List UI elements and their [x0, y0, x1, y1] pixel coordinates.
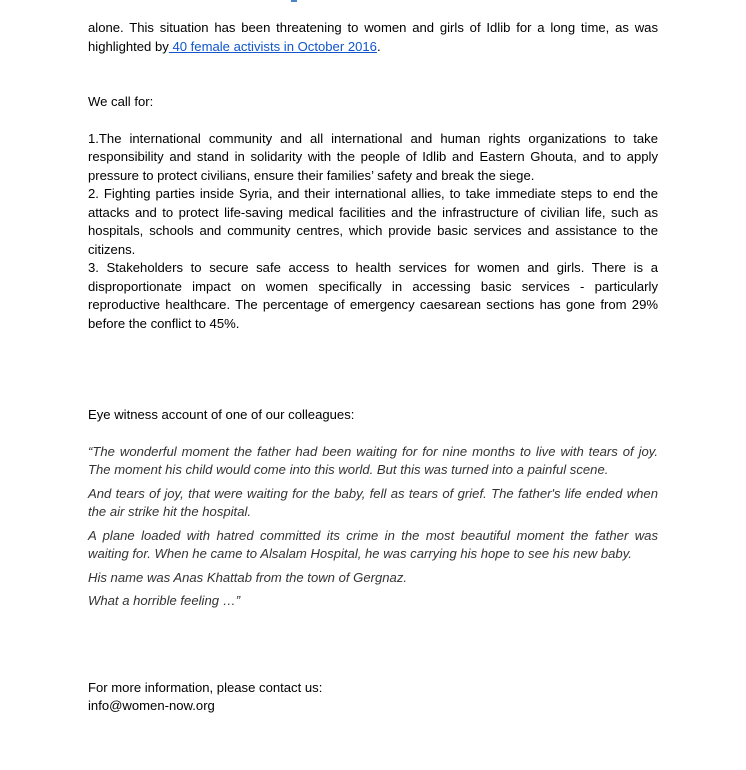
- activists-link[interactable]: 40 female activists in October 2016: [168, 38, 377, 54]
- quote-paragraph-2: And tears of joy, that were waiting for the baby, fell as tears of grief. The father's life ended when the air strike hit the hospital.: [88, 485, 658, 519]
- contact-email[interactable]: info@women-now.org: [88, 698, 215, 713]
- intro-text: alone. This situation has been threatening to women and girls of Idlib for a long time, as was highlighted by: [88, 20, 658, 54]
- quote-paragraph-4: His name was Anas Khattab from the town of Gergnaz.: [88, 569, 408, 585]
- call-item-1: 1.The international community and all international and human rights organizations to take responsibility and stand in solidarity with the people of Idlib and Eastern Ghouta, and to apply pressure to protect civilians, ensure their families’ safety and break the siege.: [88, 130, 658, 183]
- calls-list: [88, 130, 658, 334]
- quote-paragraph-5: What a horrible feeling …”: [88, 593, 241, 608]
- witness-heading: Eye witness account of one of our colleagues:: [88, 407, 355, 422]
- call-heading: We call for:: [88, 94, 154, 109]
- document-body: [88, 19, 658, 716]
- call-item-2: 2. Fighting parties inside Syria, and their international allies, to take immediate steps to end the attacks and to protect life-saving medical facilities and the infrastructure of civilian life, such as hospitals, schools and community centres, which provide basic services and assistance to the citizens.: [88, 186, 658, 257]
- contact-block: [88, 679, 658, 716]
- witness-quote: [88, 443, 658, 611]
- quote-paragraph-3: A plane loaded with hatred committed its crime in the most beautiful moment the father was waiting for. When he came to Alsalam Hospital, he was carrying his hope to see his new baby.: [88, 527, 658, 561]
- intro-paragraph: [88, 19, 658, 56]
- call-item-3: 3. Stakeholders to secure safe access to health services for women and girls. There is a disproportionate impact on women specifically in accessing basic services - particularly reproductive healthcare. The percentage of emergency caesarean sections has gone from 29% before the conflict to 45%.: [88, 260, 658, 331]
- page-top-fragment: [291, 0, 297, 2]
- quote-paragraph-1: “The wonderful moment the father had been waiting for for nine months to live with tears of joy. The moment his child would come into this world. But this was turned into a painful scene.: [88, 443, 658, 477]
- contact-line: For more information, please contact us:: [88, 679, 323, 695]
- intro-text-end: .: [376, 38, 381, 54]
